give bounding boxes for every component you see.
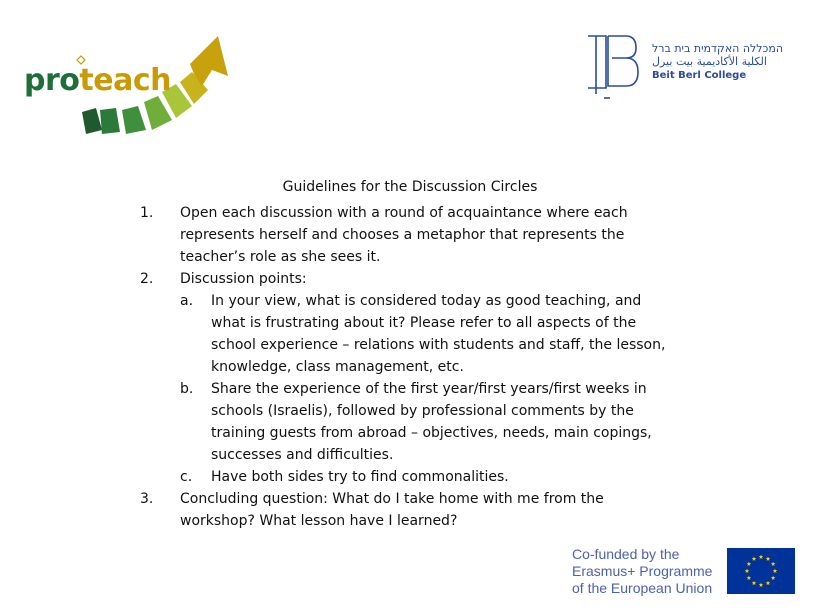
college-name-hebrew: המכללה האקדמית בית ברל — [652, 42, 784, 55]
item-text: Discussion points: — [180, 271, 307, 287]
sub-item-letter: b. — [180, 381, 194, 397]
proteach-wordmark — [24, 63, 171, 98]
proteach-wordmark-pro: pro — [24, 63, 80, 98]
erasmus-cofunded-text — [572, 546, 712, 597]
proteach-wordmark-teach: teach — [79, 63, 171, 98]
document-title: Guidelines for the Discussion Circles — [282, 179, 538, 195]
college-name-arabic: الكلية الأكاديمية بيت بيرل — [652, 55, 767, 68]
sub-item-text: Have both sides try to find commonalities. — [211, 469, 509, 485]
eu-text-line-3: of the European Union — [572, 580, 713, 596]
item-number: 1. — [140, 205, 154, 221]
item-text: Open each discussion with a round of acquaintance where each represents herself and chooses a metaphor that represents the teacher’s role as she sees it. — [180, 205, 628, 265]
item-text: Concluding question: What do I take home with me from the workshop? What lesson have I learned? — [180, 491, 604, 529]
college-name-english: Beit Berl College — [652, 70, 747, 81]
sub-item-letter: c. — [180, 469, 193, 485]
sub-list-item — [180, 290, 680, 378]
arc-segment-3 — [122, 106, 146, 134]
item-number: 2. — [140, 271, 154, 287]
list-item — [140, 488, 680, 532]
sub-item-text: Share the experience of the first year/first years/first weeks in schools (Israelis), followed by professional comments by the training guests from abroad – objectives, needs, main copings, successes and difficulties. — [211, 381, 652, 463]
list-item — [140, 268, 680, 488]
item-number: 3. — [140, 491, 154, 507]
guidelines-document — [140, 176, 680, 532]
sub-list-item — [180, 378, 680, 466]
arc-segment-2 — [100, 108, 120, 134]
arc-segment-1 — [82, 108, 102, 134]
sub-list-item — [180, 466, 680, 488]
eu-text-line-2: Erasmus+ Programme — [572, 563, 713, 579]
list-item — [140, 202, 680, 268]
eu-text-line-1: Co-funded by the — [572, 546, 680, 562]
sub-item-letter: a. — [180, 293, 194, 309]
eu-flag-icon — [727, 548, 795, 594]
sub-item-text: In your view, what is considered today as good teaching, and what is frustrating about it? Please refer to all aspects of the school experience – relations with students and staff, the lesson, knowledge, class management, etc. — [211, 293, 666, 375]
